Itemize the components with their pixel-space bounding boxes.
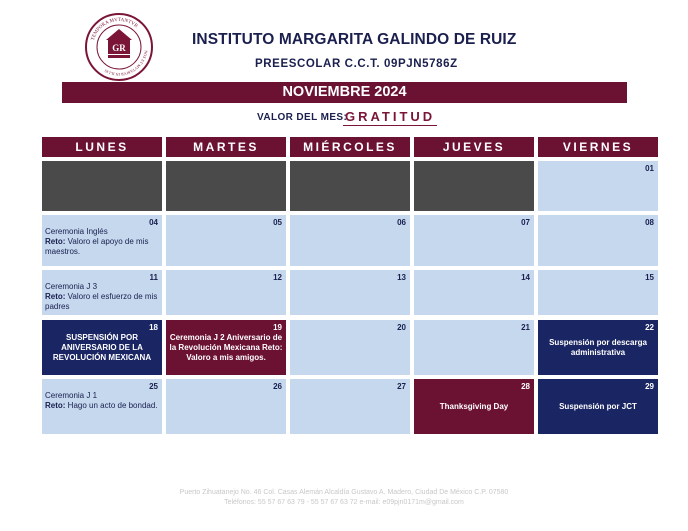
calendar-day-cell: [538, 161, 658, 211]
day-notice: Thanksgiving Day: [439, 401, 509, 411]
day-number: 15: [645, 273, 654, 282]
calendar-day-cell: [414, 161, 534, 211]
day-notice: SUSPENSIÓN POR ANIVERSARIO DE LA REVOLUCIÓN MEXICANA: [52, 332, 152, 362]
calendar-day-cell: [42, 270, 162, 315]
event-reto: [45, 401, 159, 411]
month-title: NOVIEMBRE 2024: [62, 82, 627, 103]
reto-label: Reto:: [45, 292, 66, 301]
calendar-day-cell: [166, 161, 286, 211]
calendar-day-cell: [290, 215, 410, 266]
calendar-day-cell: [166, 320, 286, 375]
day-notice: Ceremonia J 2 Aniversario de la Revolución Mexicana Reto: Valoro a mis amigos.: [169, 332, 283, 362]
calendar-day-cell: [414, 379, 534, 434]
day-number: 05: [273, 218, 282, 227]
event-title: Ceremonia Inglés: [45, 227, 108, 236]
event-reto: [45, 292, 159, 312]
day-number: 07: [521, 218, 530, 227]
day-number: 06: [397, 218, 406, 227]
day-number: 11: [149, 273, 158, 282]
reto-text: Hago un acto de bondad.: [65, 401, 158, 410]
school-cct: PREESCOLAR C.C.T. 09PJN5786Z: [255, 58, 458, 70]
svg-text:GR: GR: [112, 43, 126, 53]
calendar-day-cell: [42, 215, 162, 266]
day-header: MARTES: [166, 137, 286, 157]
day-header: LUNES: [42, 137, 162, 157]
day-notice: Suspensión por descarga administrativa: [549, 337, 647, 357]
day-number: 12: [273, 273, 282, 282]
reto-label: Reto:: [45, 237, 66, 246]
day-event: [45, 227, 159, 257]
day-notice: Suspensión por JCT: [559, 401, 637, 411]
calendar-day-cell: [538, 379, 658, 434]
day-number: 26: [273, 382, 282, 391]
calendar-day-cell: [166, 270, 286, 315]
day-number: 18: [149, 323, 158, 332]
day-number: 01: [645, 164, 654, 173]
calendar-day-cell: [414, 270, 534, 315]
calendar-day-cell: [414, 215, 534, 266]
calendar-day-cell: [538, 320, 658, 375]
school-logo: [84, 12, 154, 82]
valor-label: VALOR DEL MES:: [257, 112, 348, 123]
reto-label: Reto:: [45, 401, 66, 410]
calendar-day-cell: [290, 270, 410, 315]
svg-text:NOS ET MVTAMVR IN ILLIS: NOS ET MVTAMVR IN ILLIS: [103, 49, 149, 78]
calendar-day-cell: [166, 215, 286, 266]
event-reto: [45, 237, 159, 257]
day-number: 25: [149, 382, 158, 391]
day-number: 14: [521, 273, 530, 282]
calendar-day-cell: [290, 161, 410, 211]
day-event: [45, 282, 159, 312]
calendar-day-cell: [166, 379, 286, 434]
calendar-day-cell: [42, 379, 162, 434]
day-header: VIERNES: [538, 137, 658, 157]
day-number: 29: [645, 382, 654, 391]
day-number: 21: [521, 323, 530, 332]
calendar-day-cell: [290, 379, 410, 434]
school-name: INSTITUTO MARGARITA GALINDO DE RUIZ: [192, 31, 517, 48]
day-number: 04: [149, 218, 158, 227]
event-title: Ceremonia J 1: [45, 391, 98, 400]
day-number: 28: [521, 382, 530, 391]
footer-contact: Teléfonos: 55 57 67 63 79 - 55 57 67 63 72 e-mail: e09pjn0171m@gmail.com: [224, 499, 464, 506]
day-number: 13: [397, 273, 406, 282]
valor-value: GRATITUD: [345, 109, 436, 124]
calendar-day-cell: [538, 270, 658, 315]
svg-text:TEMPORA MVTANTVR: TEMPORA MVTANTVR: [90, 17, 139, 42]
day-number: 27: [397, 382, 406, 391]
day-number: 08: [645, 218, 654, 227]
day-number: 20: [397, 323, 406, 332]
calendar-day-cell: [414, 320, 534, 375]
calendar-day-cell: [290, 320, 410, 375]
day-event: [45, 391, 159, 411]
day-header: MIÉRCOLES: [290, 137, 410, 157]
day-header: JUEVES: [414, 137, 534, 157]
day-number: 19: [273, 323, 282, 332]
reto-text: Valoro el esfuerzo de mis padres: [45, 292, 158, 311]
calendar-day-cell: [42, 320, 162, 375]
reto-text: Valoro el apoyo de mis maestros.: [45, 237, 149, 256]
event-title: Ceremonia J 3: [45, 282, 98, 291]
calendar-day-cell: [42, 161, 162, 211]
calendar-day-cell: [538, 215, 658, 266]
day-number: 22: [645, 323, 654, 332]
footer-address: Puerto Zihuatanejo No. 46 Col. Casas Alemán Alcaldía Gustavo A. Madero, Ciudad De México C.P. 07580: [179, 489, 509, 496]
